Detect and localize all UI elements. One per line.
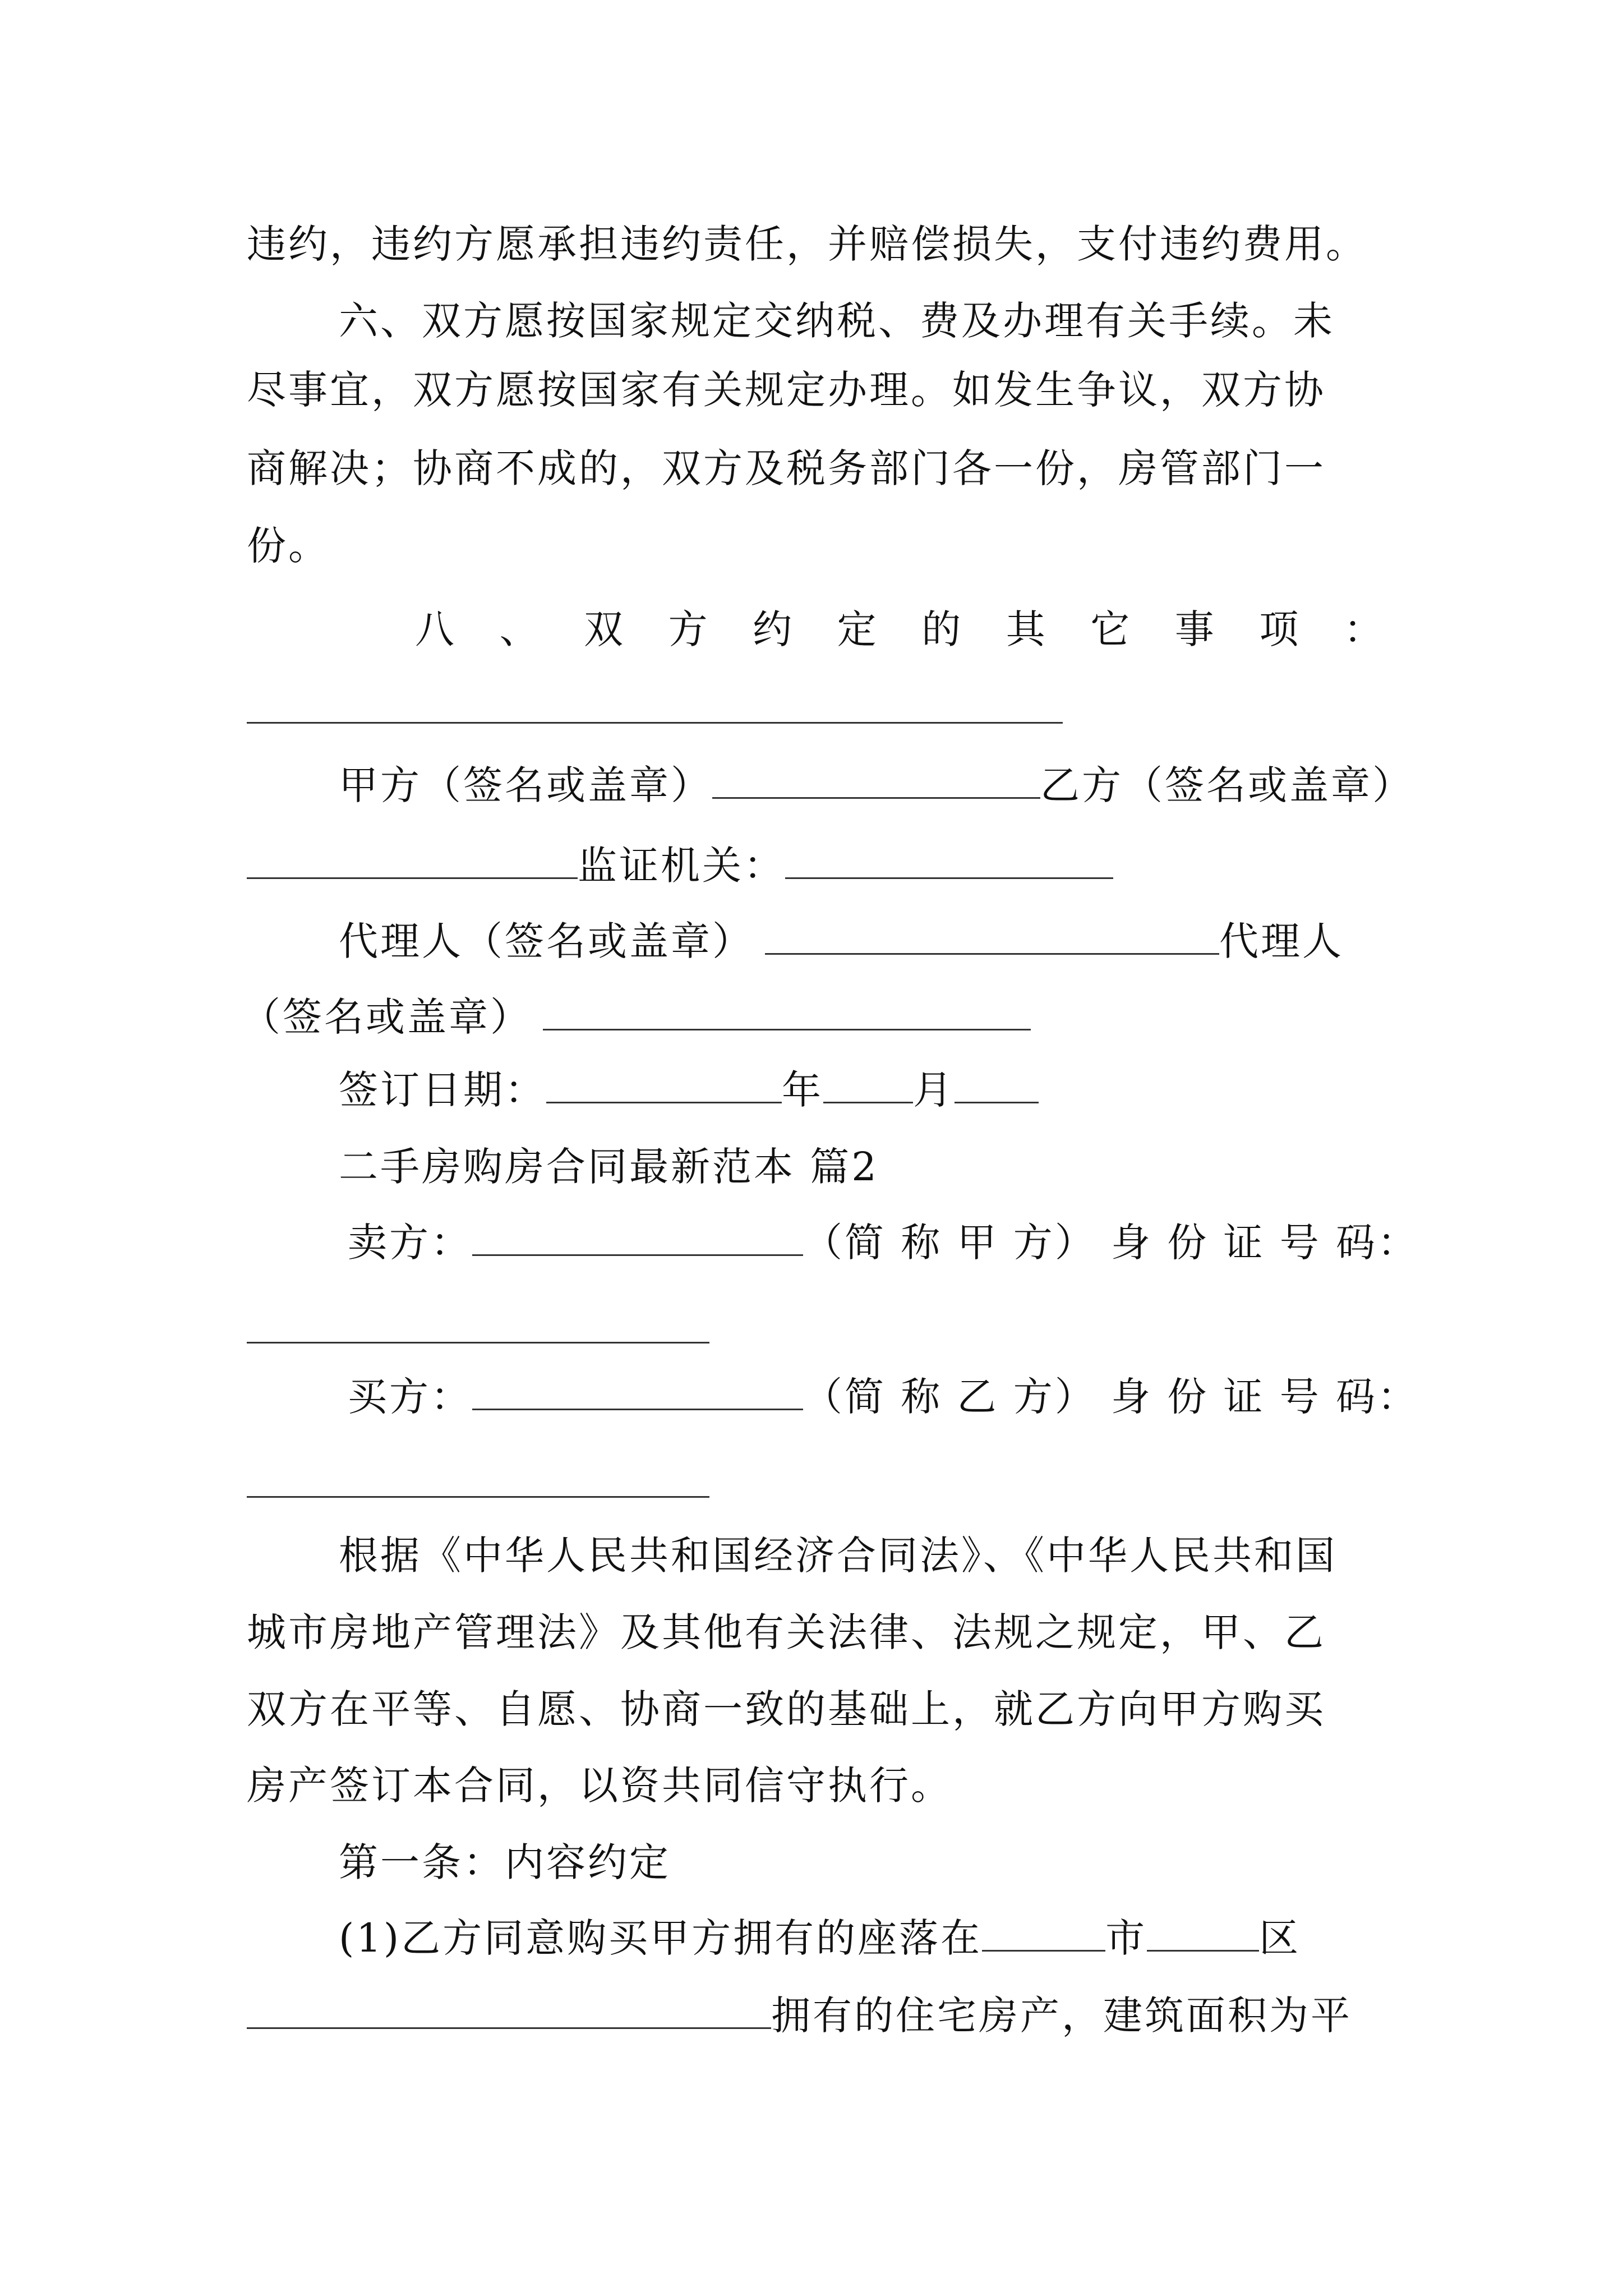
clause-text: (1)乙方同意购买甲方拥有的座落在 (339, 1915, 983, 1961)
paragraph-line: 根据《中华人民共和国经济合同法》、《中华人民共和国 (339, 1533, 1337, 1579)
buyer-id-blank (247, 1496, 709, 1498)
sign-date-label: 签订日期： (339, 1067, 546, 1113)
signature-line-witness (247, 838, 1385, 894)
heading-char: ： (1343, 606, 1385, 652)
agent-b-signature-blank (543, 994, 1031, 1030)
party-b-label: 乙方（签名或盖章） (1040, 762, 1414, 808)
clause-line (339, 1910, 1385, 1966)
signature-line-agent-b (241, 989, 1380, 1045)
seller-name-blank (472, 1220, 803, 1256)
heading-char: 方 (668, 606, 710, 652)
article-heading: 第一条：内容约定 (339, 1839, 671, 1885)
address-blank (247, 1993, 771, 2029)
district-label: 区 (1259, 1915, 1301, 1961)
other-matters-heading (415, 601, 1385, 657)
paragraph-line: 六、双方愿按国家规定交纳税、费及办理有关手续。未 (339, 298, 1335, 344)
heading-char: 双 (584, 606, 626, 652)
signing-date-line (339, 1062, 1385, 1118)
witness-label: 监证机关： (578, 843, 785, 889)
buyer-name-blank (472, 1374, 803, 1410)
signature-line-parties (339, 757, 1414, 813)
agent-a-signature-blank (765, 918, 1219, 955)
buyer-line (348, 1369, 1419, 1425)
heading-char: 的 (921, 606, 963, 652)
party-a-signature-blank (712, 762, 1040, 799)
agent-a-label: 代理人（签名或盖章） (339, 918, 754, 964)
seller-alias: （简 称 甲 方） 身 份 证 号 码： (803, 1220, 1419, 1266)
heading-char: 八 (415, 606, 457, 652)
seller-label: 卖方： (348, 1220, 472, 1266)
paragraph-line: 尽事宜，双方愿按国家有关规定办理。如发生争议，双方协 (247, 367, 1326, 413)
clause-line (247, 1987, 1385, 2044)
party-a-label: 甲方（签名或盖章） (339, 762, 712, 808)
year-label: 年 (782, 1067, 823, 1113)
heading-char: 其 (1006, 606, 1048, 652)
city-label: 市 (1105, 1915, 1147, 1961)
seller-line (348, 1214, 1419, 1271)
buyer-alias: （简 称 乙 方） 身 份 证 号 码： (803, 1374, 1419, 1420)
district-blank (1147, 1915, 1259, 1952)
paragraph-line: 房产签订本合同，以资共同信守执行。 (247, 1763, 952, 1809)
witness-blank (785, 843, 1113, 879)
paragraph-line: 双方在平等、自愿、协商一致的基础上，就乙方向甲方购买 (247, 1686, 1326, 1732)
party-b-signature-blank (247, 843, 578, 879)
paragraph-line: 商解决；协商不成的，双方及税务部门各一份，房管部门一 (247, 445, 1326, 491)
fill-in-blank (247, 722, 1063, 724)
signature-line-agents (339, 913, 1385, 969)
heading-char: 事 (1174, 606, 1216, 652)
heading-char: 约 (753, 606, 795, 652)
buyer-label: 买方： (348, 1374, 472, 1420)
month-blank (823, 1067, 913, 1103)
heading-char: 定 (837, 606, 879, 652)
paragraph-line: 份。 (247, 523, 330, 569)
day-blank (955, 1067, 1039, 1103)
month-label: 月 (913, 1067, 955, 1113)
heading-char: 、 (499, 606, 541, 652)
agent-b-label-cont: （签名或盖章） (241, 994, 532, 1040)
heading-char: 项 (1259, 606, 1301, 652)
paragraph-line: 违约，违约方愿承担违约责任，并赔偿损失，支付违约费用。 (247, 221, 1367, 267)
paragraph-line: 城市房地产管理法》及其他有关法律、法规之规定，甲、乙 (247, 1609, 1326, 1655)
seller-id-blank (247, 1342, 709, 1343)
section-title: 二手房购房合同最新范本 篇2 (339, 1144, 879, 1190)
year-blank (546, 1067, 782, 1103)
agent-b-label: 代理人 (1219, 918, 1344, 964)
heading-char: 它 (1090, 606, 1132, 652)
clause-text: 拥有的住宅房产，建筑面积为平 (771, 1993, 1352, 2039)
city-blank (982, 1915, 1105, 1952)
